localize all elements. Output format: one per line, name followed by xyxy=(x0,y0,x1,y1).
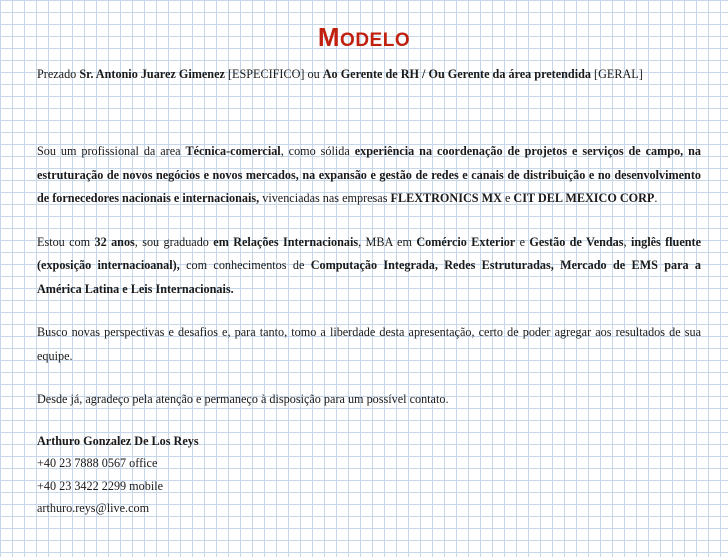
bold-run: inglês fluente (exposição internacioanal), xyxy=(37,234,701,272)
bold-run: FLEXTRONICS MX xyxy=(390,191,502,205)
text-run: , sou graduado xyxy=(134,234,214,249)
recipient-alternative: Ao Gerente de RH / Ou Gerente da área pretendida xyxy=(322,67,591,81)
text-run: Sou um profissional da area xyxy=(37,144,186,158)
greeting-prefix: Prezado xyxy=(37,67,80,81)
text-run: e xyxy=(501,191,514,205)
text-run: com conhecimentos de xyxy=(179,258,311,272)
greeting-tag-specific: [ESPECIFICO] ou xyxy=(224,67,323,81)
recipient-name: Sr. Antonio Juarez Gimenez xyxy=(79,67,225,81)
text-run: Estou com xyxy=(37,234,95,249)
bold-run: CIT DEL MEXICO CORP xyxy=(513,191,655,205)
signature-block xyxy=(37,430,701,520)
text-run: vivenciadas nas empresas xyxy=(259,191,391,205)
text-run: , como sólida xyxy=(280,144,355,158)
phone-mobile: +40 23 3422 2299 mobile xyxy=(37,478,164,493)
letter-body xyxy=(37,64,701,520)
title-rest: ODELO xyxy=(340,30,411,51)
paragraph-profile xyxy=(37,140,701,211)
paragraph-closing: Desde já, agradeço pela atenção e permaneço à disposição para um possível contato. xyxy=(37,392,449,406)
text-run: e xyxy=(515,234,530,249)
bold-run: Computação Integrada, Redes Estruturadas, Mercado de EMS para a América Latina e Leis Internacionais. xyxy=(37,258,702,296)
page-title xyxy=(0,22,728,53)
signature-name: Arthuro Gonzalez De Los Reys xyxy=(37,433,199,448)
bold-run: 32 anos xyxy=(94,234,135,249)
greeting-line xyxy=(37,64,701,84)
greeting-tag-general: [GERAL] xyxy=(590,67,643,81)
text-run: , xyxy=(623,234,631,249)
email-address: arthuro.reys@live.com xyxy=(37,501,150,515)
bold-run: em Relações Internacionais xyxy=(213,234,359,249)
bold-run: Gestão de Vendas xyxy=(529,234,624,249)
title-initial: M xyxy=(317,22,341,52)
phone-office: +40 23 7888 0567 office xyxy=(37,456,158,470)
paragraph-goal: Busco novas perspectivas e desafios e, para tanto, tomo a liberdade desta apresentação, certo de poder agregar aos resultados de sua equipe. xyxy=(37,325,701,363)
text-run: , MBA em xyxy=(358,234,417,249)
bold-run: Comércio Exterior xyxy=(416,234,516,249)
bold-run: experiência na coordenação de projetos e serviços de campo, na estruturação de novos negócios e novos mercados, na expansão e gestão de redes e canais de distribuição e no desenvolvimento de fornecedores nacionais e internacionais, xyxy=(37,144,701,205)
text-run: . xyxy=(654,191,658,205)
paragraph-education xyxy=(37,231,701,302)
bold-run: Técnica-comercial xyxy=(185,144,281,158)
